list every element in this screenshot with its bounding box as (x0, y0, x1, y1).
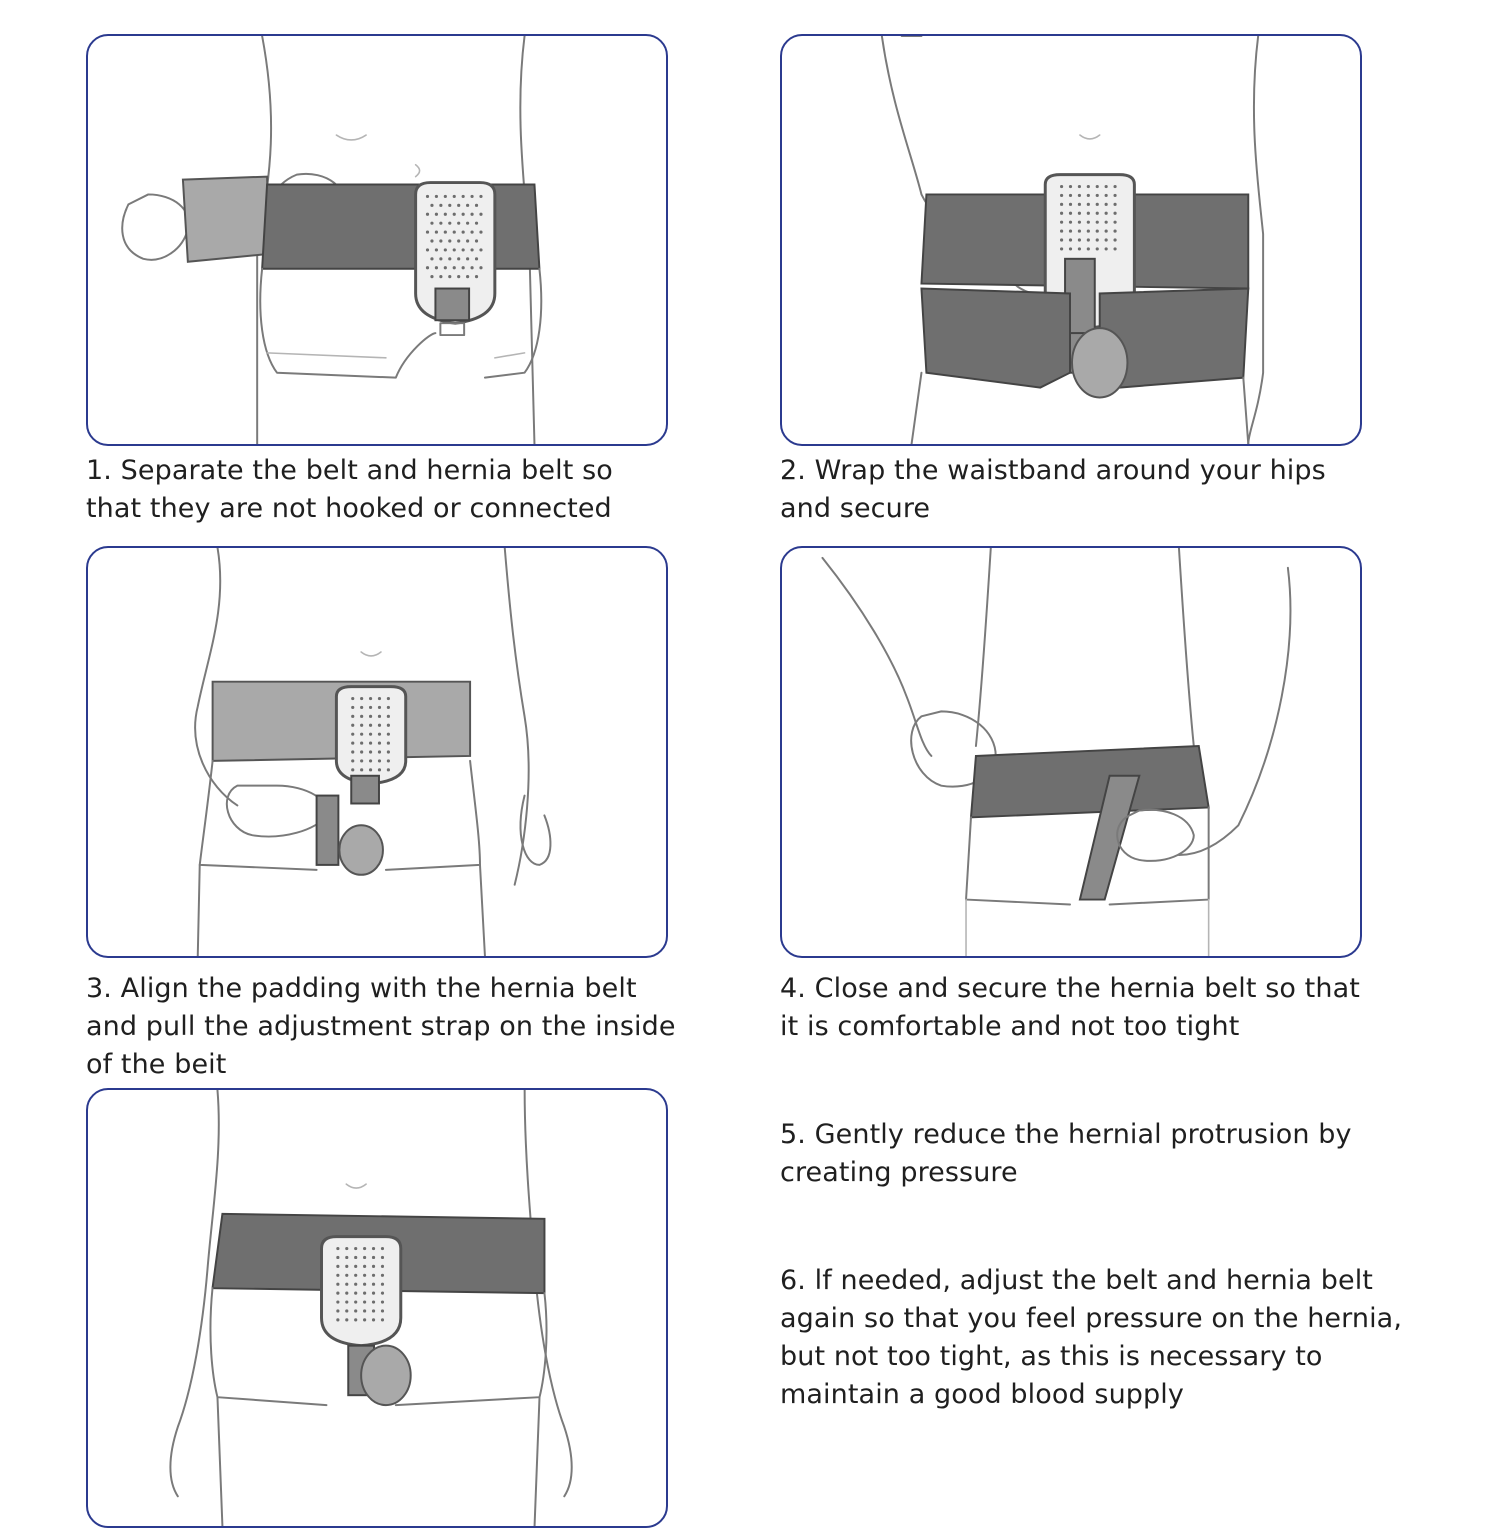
pad-perforation (369, 742, 372, 745)
pad-perforation (1069, 230, 1072, 233)
pad-perforation (354, 1292, 357, 1295)
pad-perforation (457, 204, 460, 207)
pad-perforation (435, 213, 438, 216)
pad-perforation (378, 768, 381, 771)
pad-perforation (1087, 221, 1090, 224)
pad-perforation (372, 1318, 375, 1321)
pad-perforation (387, 742, 390, 745)
pad-perforation (387, 759, 390, 762)
step-6-caption: 6. lf needed, adjust the belt and hernia belt again so that you feel pressure on the hernia, but not too tight, as this is necessary to maintain a good blood supply (780, 1265, 1403, 1410)
pad-perforation (381, 1247, 384, 1250)
pad-perforation (1069, 221, 1072, 224)
pad-perforation (466, 275, 469, 278)
pad-perforation (426, 248, 429, 251)
pad-perforation (1078, 212, 1081, 215)
pad-perforation (430, 239, 433, 242)
pad-perforation (435, 195, 438, 198)
pad-perforation (430, 257, 433, 260)
pad-perforation (336, 1292, 339, 1295)
pad-perforation (345, 1309, 348, 1312)
pad-perforation (351, 715, 354, 718)
pad-perforation (479, 195, 482, 198)
pad-perforation (1060, 238, 1063, 241)
pad-perforation (426, 230, 429, 233)
pad-perforation (363, 1318, 366, 1321)
pad-perforation (369, 697, 372, 700)
pad-perforation (430, 204, 433, 207)
pad-perforation (1069, 194, 1072, 197)
pad-perforation (381, 1309, 384, 1312)
pad-perforation (372, 1274, 375, 1277)
pad-perforation (1087, 203, 1090, 206)
step-5-illustration (86, 1088, 668, 1528)
pad-perforation (363, 1283, 366, 1286)
pad-perforation (381, 1256, 384, 1259)
pad-perforation (336, 1318, 339, 1321)
pad-perforation (1105, 212, 1108, 215)
pad-perforation (387, 715, 390, 718)
pad-perforation (345, 1265, 348, 1268)
pad-perforation (378, 715, 381, 718)
pad-perforation (1060, 221, 1063, 224)
pad-perforation (479, 248, 482, 251)
pad-perforation (369, 768, 372, 771)
pad-perforation (1096, 194, 1099, 197)
pad-perforation (444, 230, 447, 233)
pad-perforation (453, 266, 456, 269)
pad-perforation (475, 222, 478, 225)
pad-perforation (369, 724, 372, 727)
pad-perforation (363, 1265, 366, 1268)
pad-perforation (430, 222, 433, 225)
pad-perforation (354, 1247, 357, 1250)
step-2-caption: 2. Wrap the waistband around your hips and secure (780, 455, 1326, 524)
pad-perforation (360, 733, 363, 736)
step-3-illustration (86, 546, 668, 958)
pad-perforation (1087, 185, 1090, 188)
step-3-figure (88, 548, 666, 956)
pad-perforation (354, 1274, 357, 1277)
pad-perforation (1105, 194, 1108, 197)
pad-perforation (462, 266, 465, 269)
step-4-caption: 4. Close and secure the hernia belt so that it is comfortable and not too tight (780, 973, 1360, 1042)
pad-perforation (1105, 238, 1108, 241)
pad-perforation (369, 759, 372, 762)
pad-perforation (1105, 185, 1108, 188)
pad-perforation (1113, 221, 1116, 224)
pad-perforation (1096, 185, 1099, 188)
pad-perforation (336, 1256, 339, 1259)
pad-perforation (363, 1247, 366, 1250)
pad-perforation (448, 257, 451, 260)
pad-perforation (1060, 230, 1063, 233)
pad-perforation (387, 724, 390, 727)
pad-perforation (354, 1256, 357, 1259)
pad-perforation (1113, 212, 1116, 215)
pad-perforation (354, 1300, 357, 1303)
step-2-illustration (780, 34, 1362, 446)
pad-perforation (470, 248, 473, 251)
pad-perforation (345, 1283, 348, 1286)
pad-perforation (354, 1318, 357, 1321)
pad-perforation (448, 239, 451, 242)
pad-perforation (369, 715, 372, 718)
pad-perforation (1078, 194, 1081, 197)
pad-perforation (378, 706, 381, 709)
step-1-caption: 1. Separate the belt and hernia belt so that they are not hooked or connected (86, 455, 613, 524)
pad-perforation (470, 213, 473, 216)
pad-perforation (1096, 247, 1099, 250)
pad-perforation (1060, 247, 1063, 250)
step-1-illustration (86, 34, 668, 446)
pad-perforation (360, 697, 363, 700)
pad-perforation (475, 275, 478, 278)
pad-perforation (475, 204, 478, 207)
step-5-figure (88, 1090, 666, 1526)
pad-perforation (1096, 203, 1099, 206)
pad-perforation (1096, 221, 1099, 224)
pad-perforation (457, 257, 460, 260)
pad-perforation (369, 706, 372, 709)
pad-perforation (453, 213, 456, 216)
pad-perforation (360, 724, 363, 727)
pad-perforation (444, 213, 447, 216)
pad-perforation (439, 239, 442, 242)
pad-perforation (354, 1265, 357, 1268)
pad-perforation (1069, 247, 1072, 250)
pad-perforation (1060, 212, 1063, 215)
pad-perforation (439, 257, 442, 260)
pad-perforation (475, 239, 478, 242)
pad-perforation (378, 733, 381, 736)
pad-perforation (360, 742, 363, 745)
pad-perforation (372, 1256, 375, 1259)
pad-perforation (363, 1309, 366, 1312)
pad-perforation (1060, 185, 1063, 188)
pad-perforation (1113, 230, 1116, 233)
pad-perforation (336, 1309, 339, 1312)
pad-perforation (336, 1274, 339, 1277)
pad-perforation (372, 1265, 375, 1268)
pad-perforation (444, 266, 447, 269)
pad-perforation (360, 706, 363, 709)
step-4-illustration (780, 546, 1362, 958)
pad-perforation (1069, 238, 1072, 241)
pad-perforation (378, 697, 381, 700)
pad-perforation (462, 195, 465, 198)
pad-perforation (470, 195, 473, 198)
pad-perforation (387, 733, 390, 736)
pad-perforation (1087, 194, 1090, 197)
pad-perforation (457, 222, 460, 225)
pad-perforation (378, 759, 381, 762)
pad-perforation (1060, 203, 1063, 206)
pad-perforation (439, 204, 442, 207)
pad-perforation (345, 1274, 348, 1277)
step-2-figure (782, 36, 1360, 444)
pad-perforation (457, 275, 460, 278)
pad-perforation (470, 266, 473, 269)
pad-perforation (351, 706, 354, 709)
pad-perforation (336, 1283, 339, 1286)
pad-perforation (372, 1309, 375, 1312)
pad-perforation (462, 248, 465, 251)
pad-perforation (345, 1247, 348, 1250)
pad-perforation (381, 1300, 384, 1303)
pad-perforation (1078, 230, 1081, 233)
pad-perforation (1113, 238, 1116, 241)
pad-perforation (345, 1292, 348, 1295)
pad-perforation (1113, 203, 1116, 206)
pad-perforation (345, 1300, 348, 1303)
pad-perforation (1105, 230, 1108, 233)
pad-perforation (475, 257, 478, 260)
pad-perforation (360, 768, 363, 771)
pad-perforation (1087, 238, 1090, 241)
pad-perforation (363, 1300, 366, 1303)
pad-perforation (345, 1256, 348, 1259)
pad-perforation (479, 266, 482, 269)
pad-perforation (435, 266, 438, 269)
pad-perforation (387, 750, 390, 753)
pad-perforation (336, 1265, 339, 1268)
pad-perforation (378, 724, 381, 727)
pad-perforation (363, 1274, 366, 1277)
pad-perforation (354, 1283, 357, 1286)
pad-perforation (351, 733, 354, 736)
pad-perforation (1096, 212, 1099, 215)
pad-perforation (470, 230, 473, 233)
pad-perforation (448, 204, 451, 207)
pad-perforation (457, 239, 460, 242)
pad-perforation (369, 733, 372, 736)
pad-perforation (1078, 185, 1081, 188)
pad-perforation (381, 1283, 384, 1286)
pad-perforation (372, 1300, 375, 1303)
pad-perforation (351, 768, 354, 771)
step-1-figure (88, 36, 666, 444)
pad-perforation (466, 204, 469, 207)
pad-perforation (1087, 230, 1090, 233)
pad-perforation (360, 715, 363, 718)
pad-perforation (466, 222, 469, 225)
pad-perforation (1078, 203, 1081, 206)
pad-perforation (1087, 212, 1090, 215)
pad-perforation (381, 1318, 384, 1321)
pad-perforation (1069, 212, 1072, 215)
pad-perforation (453, 195, 456, 198)
pad-perforation (1096, 230, 1099, 233)
pad-perforation (351, 724, 354, 727)
pad-perforation (351, 759, 354, 762)
pad-perforation (360, 759, 363, 762)
pad-perforation (430, 275, 433, 278)
pad-perforation (1069, 203, 1072, 206)
step-5-caption: 5. Gently reduce the hernial protrusion by creating pressure (780, 1119, 1352, 1188)
pad-perforation (1060, 194, 1063, 197)
pad-perforation (378, 750, 381, 753)
pad-perforation (381, 1292, 384, 1295)
pad-perforation (1105, 221, 1108, 224)
pad-perforation (1105, 203, 1108, 206)
pad-perforation (1105, 247, 1108, 250)
pad-perforation (363, 1292, 366, 1295)
pad-perforation (1113, 185, 1116, 188)
pad-perforation (369, 750, 372, 753)
pad-perforation (435, 248, 438, 251)
pad-perforation (354, 1309, 357, 1312)
pad-perforation (381, 1265, 384, 1268)
pad-perforation (439, 222, 442, 225)
pad-perforation (1078, 247, 1081, 250)
pad-perforation (387, 697, 390, 700)
pad-perforation (435, 230, 438, 233)
pad-perforation (336, 1247, 339, 1250)
step-3-caption: 3. Align the padding with the hernia belt and pull the adjustment strap on the inside of the beit (86, 973, 676, 1080)
pad-perforation (360, 750, 363, 753)
pad-perforation (444, 195, 447, 198)
pad-perforation (1087, 247, 1090, 250)
pad-perforation (351, 750, 354, 753)
pad-perforation (372, 1247, 375, 1250)
pad-perforation (466, 239, 469, 242)
pad-perforation (1096, 238, 1099, 241)
pad-perforation (426, 195, 429, 198)
pad-perforation (479, 213, 482, 216)
pad-perforation (444, 248, 447, 251)
pad-perforation (426, 266, 429, 269)
step-4-figure (782, 548, 1360, 956)
pad-perforation (345, 1318, 348, 1321)
pad-perforation (1078, 238, 1081, 241)
pad-perforation (479, 230, 482, 233)
pad-perforation (372, 1283, 375, 1286)
pad-perforation (378, 742, 381, 745)
pad-perforation (426, 213, 429, 216)
pad-perforation (351, 742, 354, 745)
pad-perforation (336, 1300, 339, 1303)
pad-perforation (453, 230, 456, 233)
pad-perforation (387, 706, 390, 709)
pad-perforation (448, 275, 451, 278)
pad-perforation (1113, 194, 1116, 197)
pad-perforation (372, 1292, 375, 1295)
pad-perforation (363, 1256, 366, 1259)
pad-perforation (1113, 247, 1116, 250)
pad-perforation (462, 230, 465, 233)
pad-perforation (439, 275, 442, 278)
pad-perforation (462, 213, 465, 216)
pad-perforation (448, 222, 451, 225)
pad-perforation (453, 248, 456, 251)
pad-perforation (466, 257, 469, 260)
pad-perforation (1078, 221, 1081, 224)
pad-perforation (387, 768, 390, 771)
pad-perforation (351, 697, 354, 700)
pad-perforation (1069, 185, 1072, 188)
pad-perforation (381, 1274, 384, 1277)
